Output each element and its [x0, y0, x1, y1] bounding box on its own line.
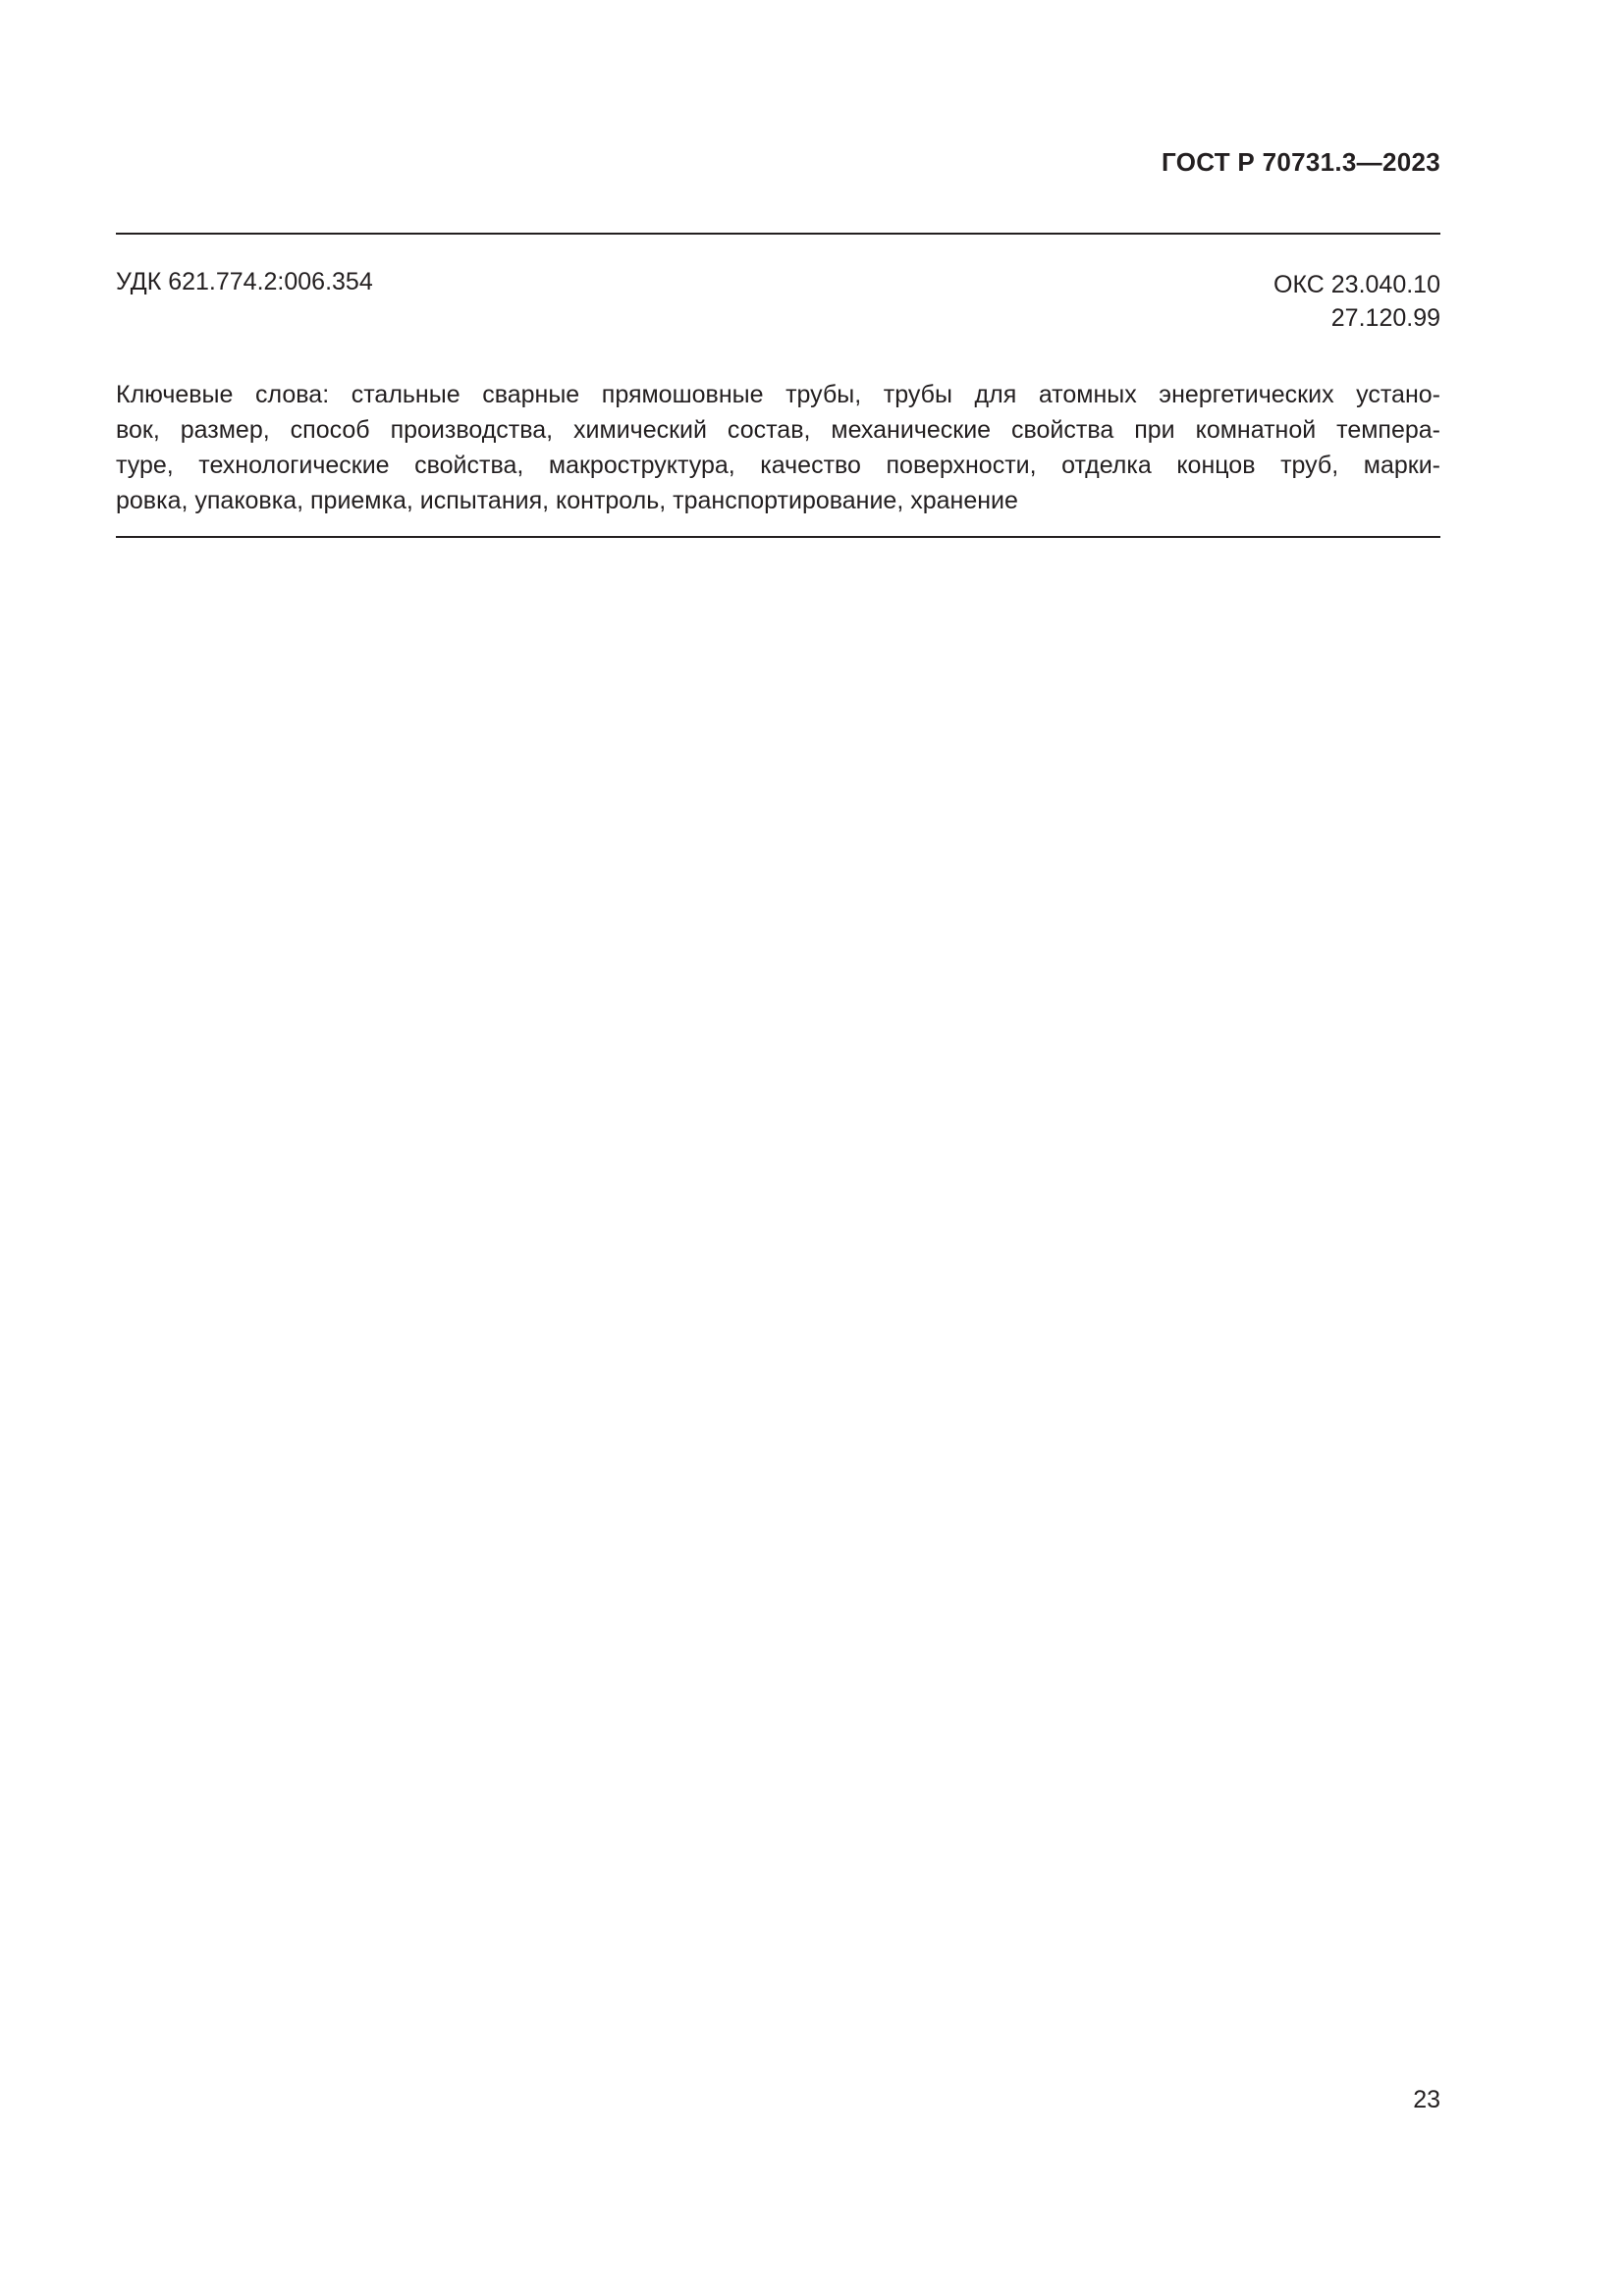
keywords-line: вок, размер, способ производства, химический состав, механические свойства при комнатной темпера-	[116, 416, 1440, 444]
top-divider	[116, 233, 1440, 235]
udk-code: УДК 621.774.2:006.354	[116, 268, 373, 295]
page-number: 23	[1413, 2086, 1440, 2113]
bottom-divider	[116, 536, 1440, 538]
oks-code-line: ОКС 23.040.10	[1273, 271, 1440, 298]
keywords-line: ровка, упаковка, приемка, испытания, контроль, транспортирование, хранение	[116, 487, 1018, 514]
oks-code-line: 27.120.99	[1330, 304, 1440, 332]
keywords-line: Ключевые слова: стальные сварные прямошовные трубы, трубы для атомных энергетических устано-	[116, 381, 1440, 408]
keywords-line: туре, технологические свойства, макроструктура, качество поверхности, отделка концов труб, марки-	[116, 452, 1440, 479]
document-code: ГОСТ Р 70731.3—2023	[1162, 147, 1440, 177]
oks-codes	[1273, 268, 1440, 335]
keywords-paragraph	[116, 377, 1440, 518]
